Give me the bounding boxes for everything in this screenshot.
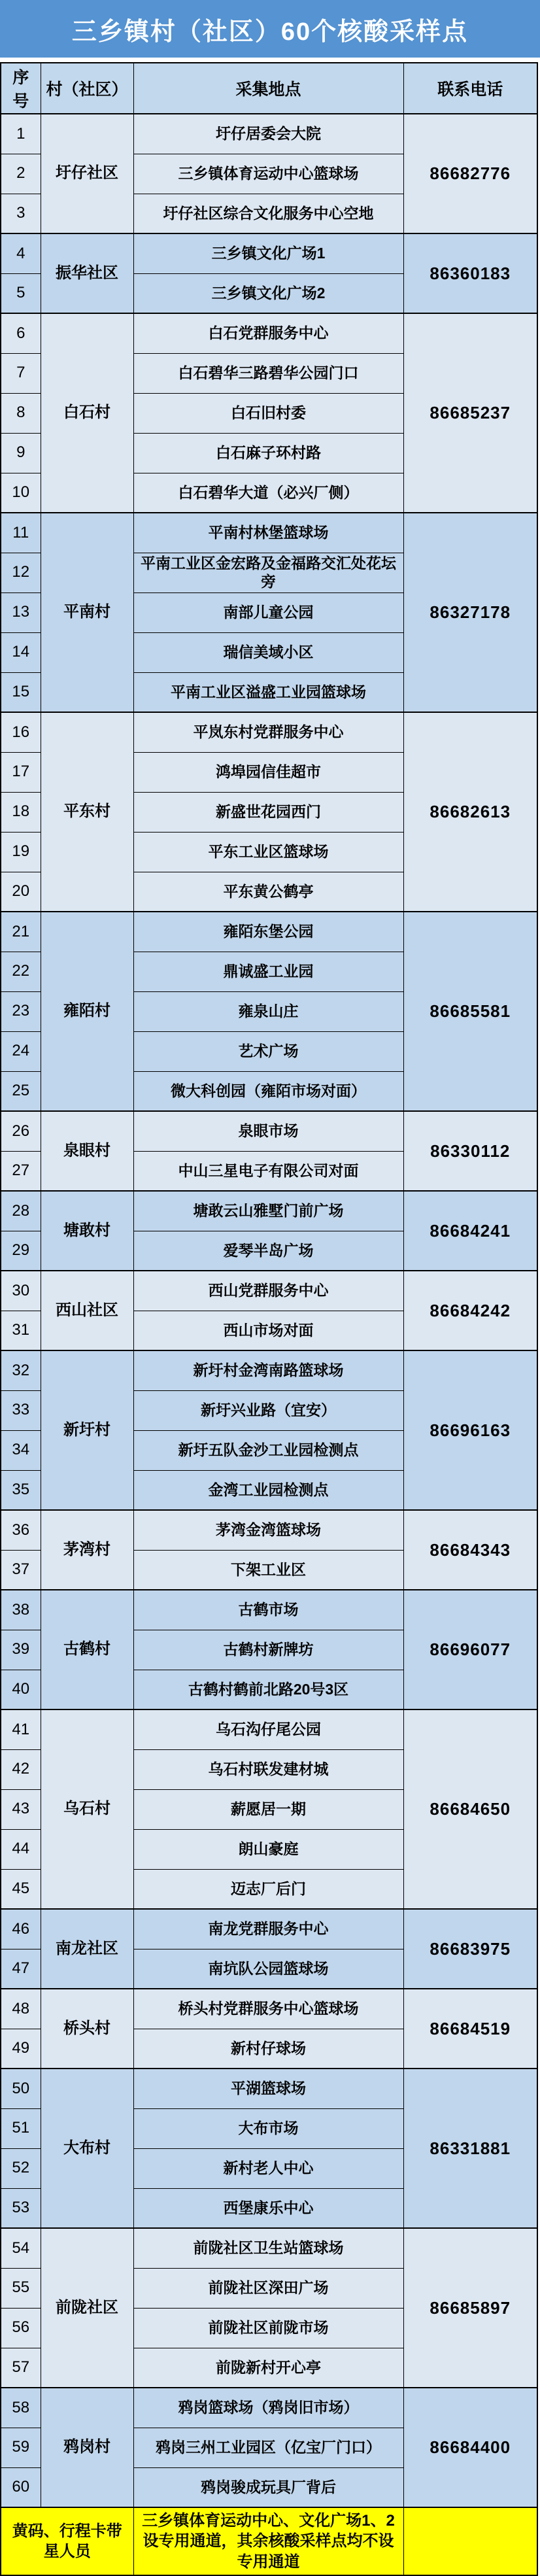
village-cell: 鸦岗村	[41, 2388, 133, 2507]
location-cell: 新村仔球场	[133, 2029, 403, 2069]
village-cell: 茅湾村	[41, 1510, 133, 1590]
location-cell: 白石党群服务中心	[133, 313, 403, 353]
serial-cell: 20	[1, 872, 41, 912]
footer-note-cell: 三乡镇体育运动中心、文化广场1、2设专用通道，其余核酸采样点均不设专用通道	[133, 2507, 403, 2575]
serial-cell: 11	[1, 513, 41, 553]
location-cell: 平南工业区溢盛工业园篮球场	[133, 672, 403, 712]
footer-label-cell: 黄码、行程卡带星人员	[1, 2507, 133, 2575]
serial-cell: 19	[1, 832, 41, 872]
serial-cell: 25	[1, 1071, 41, 1111]
serial-cell: 12	[1, 553, 41, 592]
serial-cell: 57	[1, 2348, 41, 2388]
phone-cell: 86696163	[403, 1350, 537, 1510]
serial-cell: 32	[1, 1350, 41, 1390]
phone-cell: 86682776	[403, 114, 537, 233]
table-row	[1, 513, 537, 553]
serial-cell: 26	[1, 1111, 41, 1151]
location-cell: 平东工业区篮球场	[133, 832, 403, 872]
title-divider	[0, 58, 540, 62]
location-cell: 三乡镇文化广场2	[133, 273, 403, 313]
village-cell: 前陇社区	[41, 2228, 133, 2388]
header-row	[1, 63, 537, 114]
location-cell: 平南工业区金宏路及金福路交汇处花坛旁	[133, 553, 403, 592]
location-cell: 白石碧华大道（必兴厂侧）	[133, 473, 403, 513]
location-cell: 西山党群服务中心	[133, 1271, 403, 1311]
serial-cell: 16	[1, 712, 41, 752]
location-cell: 下架工业区	[133, 1550, 403, 1590]
serial-cell: 6	[1, 313, 41, 353]
serial-cell: 50	[1, 2069, 41, 2108]
village-cell: 桥头村	[41, 1989, 133, 2069]
table-row	[1, 912, 537, 952]
serial-cell: 39	[1, 1630, 41, 1670]
village-cell: 塘敢村	[41, 1191, 133, 1271]
serial-cell: 2	[1, 154, 41, 194]
table-row	[1, 1271, 537, 1311]
serial-cell: 51	[1, 2108, 41, 2148]
village-cell: 南龙社区	[41, 1909, 133, 1989]
serial-cell: 34	[1, 1430, 41, 1470]
serial-cell: 53	[1, 2188, 41, 2228]
table-row	[1, 2388, 537, 2428]
village-cell: 振华社区	[41, 233, 133, 313]
location-cell: 大布市场	[133, 2108, 403, 2148]
table-row	[1, 1709, 537, 1749]
serial-cell: 31	[1, 1311, 41, 1350]
location-cell: 圩仔居委会大院	[133, 114, 403, 154]
location-cell: 新盛世花园西门	[133, 792, 403, 832]
village-cell: 白石村	[41, 313, 133, 513]
location-cell: 塘敢云山雅墅门前广场	[133, 1191, 403, 1231]
serial-cell: 7	[1, 353, 41, 393]
table-row	[1, 1111, 537, 1151]
serial-cell: 23	[1, 991, 41, 1031]
location-cell: 桥头村党群服务中心篮球场	[133, 1989, 403, 2029]
phone-cell: 86684242	[403, 1271, 537, 1350]
serial-cell: 37	[1, 1550, 41, 1590]
location-cell: 前陇社区卫生站篮球场	[133, 2228, 403, 2268]
serial-cell: 5	[1, 273, 41, 313]
location-cell: 乌石村联发建材城	[133, 1749, 403, 1789]
location-cell: 迈志厂后门	[133, 1869, 403, 1909]
phone-cell: 86685897	[403, 2228, 537, 2388]
location-cell: 金湾工业园检测点	[133, 1470, 403, 1510]
location-cell: 前陇社区前陇市场	[133, 2308, 403, 2348]
serial-cell: 17	[1, 752, 41, 792]
serial-cell: 4	[1, 233, 41, 273]
phone-cell: 86684400	[403, 2388, 537, 2507]
village-cell: 雍陌村	[41, 912, 133, 1111]
phone-cell: 86696077	[403, 1590, 537, 1709]
serial-cell: 56	[1, 2308, 41, 2348]
location-cell: 新村老人中心	[133, 2148, 403, 2188]
table-row	[1, 114, 537, 154]
location-cell: 中山三星电子有限公司对面	[133, 1151, 403, 1191]
location-cell: 艺术广场	[133, 1031, 403, 1071]
location-cell: 古鹤村鹤前北路20号3区	[133, 1670, 403, 1709]
footer-phone-cell	[403, 2507, 537, 2575]
serial-cell: 1	[1, 114, 41, 154]
location-cell: 鸦岗篮球场（鸦岗旧市场）	[133, 2388, 403, 2428]
serial-cell: 9	[1, 433, 41, 473]
location-cell: 南坑队公园篮球场	[133, 1949, 403, 1989]
location-cell: 平南村林堡篮球场	[133, 513, 403, 553]
header-location: 采集地点	[133, 63, 403, 114]
serial-cell: 21	[1, 912, 41, 952]
location-cell: 泉眼市场	[133, 1111, 403, 1151]
village-cell: 古鹤村	[41, 1590, 133, 1709]
phone-cell: 86684241	[403, 1191, 537, 1271]
phone-cell: 86331881	[403, 2069, 537, 2228]
serial-cell: 28	[1, 1191, 41, 1231]
serial-cell: 60	[1, 2467, 41, 2507]
serial-cell: 3	[1, 194, 41, 233]
table-row	[1, 1989, 537, 2029]
serial-cell: 42	[1, 1749, 41, 1789]
serial-cell: 46	[1, 1909, 41, 1949]
serial-cell: 13	[1, 592, 41, 632]
serial-cell: 41	[1, 1709, 41, 1749]
phone-cell: 86683975	[403, 1909, 537, 1989]
table-row	[1, 1350, 537, 1390]
village-cell: 大布村	[41, 2069, 133, 2228]
table-row	[1, 1909, 537, 1949]
village-cell: 新圩村	[41, 1350, 133, 1510]
phone-cell: 86330112	[403, 1111, 537, 1191]
location-cell: 茅湾金湾篮球场	[133, 1510, 403, 1550]
table-body	[1, 114, 537, 2575]
phone-cell: 86685581	[403, 912, 537, 1111]
location-cell: 微大科创园（雍陌市场对面）	[133, 1071, 403, 1111]
location-cell: 朗山豪庭	[133, 1829, 403, 1869]
location-cell: 白石旧村委	[133, 393, 403, 433]
serial-cell: 27	[1, 1151, 41, 1191]
location-cell: 乌石沟仔尾公园	[133, 1709, 403, 1749]
location-cell: 南部儿童公园	[133, 592, 403, 632]
phone-cell: 86684650	[403, 1709, 537, 1909]
serial-cell: 44	[1, 1829, 41, 1869]
serial-cell: 40	[1, 1670, 41, 1709]
location-cell: 平湖篮球场	[133, 2069, 403, 2108]
village-cell: 西山社区	[41, 1271, 133, 1350]
location-cell: 前陇新村开心亭	[133, 2348, 403, 2388]
location-cell: 瑞信美域小区	[133, 632, 403, 672]
serial-cell: 45	[1, 1869, 41, 1909]
page-title: 三乡镇村（社区）60个核酸采样点	[0, 0, 540, 58]
serial-cell: 54	[1, 2228, 41, 2268]
serial-cell: 15	[1, 672, 41, 712]
sampling-sites-table	[0, 62, 538, 2576]
serial-cell: 35	[1, 1470, 41, 1510]
phone-cell: 86360183	[403, 233, 537, 313]
serial-cell: 24	[1, 1031, 41, 1071]
location-cell: 新圩村金湾南路篮球场	[133, 1350, 403, 1390]
serial-cell: 8	[1, 393, 41, 433]
location-cell: 前陇社区深田广场	[133, 2268, 403, 2308]
header-village: 村（社区）	[41, 63, 133, 114]
village-cell: 平南村	[41, 513, 133, 712]
phone-cell: 86684519	[403, 1989, 537, 2069]
village-cell: 泉眼村	[41, 1111, 133, 1191]
location-cell: 鸦岗三州工业园区（亿宝厂门口）	[133, 2428, 403, 2467]
village-cell: 平东村	[41, 712, 133, 912]
serial-cell: 59	[1, 2428, 41, 2467]
serial-cell: 55	[1, 2268, 41, 2308]
table-row	[1, 1590, 537, 1630]
header-phone: 联系电话	[403, 63, 537, 114]
location-cell: 鼎诚盛工业园	[133, 952, 403, 991]
serial-cell: 52	[1, 2148, 41, 2188]
table-row	[1, 2069, 537, 2108]
location-cell: 雍泉山庄	[133, 991, 403, 1031]
table-row	[1, 233, 537, 273]
serial-cell: 33	[1, 1390, 41, 1430]
table-row	[1, 2228, 537, 2268]
serial-cell: 18	[1, 792, 41, 832]
footer-row	[1, 2507, 537, 2575]
serial-cell: 10	[1, 473, 41, 513]
serial-cell: 38	[1, 1590, 41, 1630]
location-cell: 西堡康乐中心	[133, 2188, 403, 2228]
village-cell: 乌石村	[41, 1709, 133, 1909]
phone-cell: 86327178	[403, 513, 537, 712]
table-row	[1, 712, 537, 752]
serial-cell: 29	[1, 1231, 41, 1271]
serial-cell: 43	[1, 1789, 41, 1829]
serial-cell: 49	[1, 2029, 41, 2069]
location-cell: 爱琴半岛广场	[133, 1231, 403, 1271]
location-cell: 新圩兴业路（宜安）	[133, 1390, 403, 1430]
serial-cell: 30	[1, 1271, 41, 1311]
serial-cell: 47	[1, 1949, 41, 1989]
location-cell: 圩仔社区综合文化服务中心空地	[133, 194, 403, 233]
location-cell: 鸿埠园信佳超市	[133, 752, 403, 792]
phone-cell: 86682613	[403, 712, 537, 912]
location-cell: 白石麻子环村路	[133, 433, 403, 473]
serial-cell: 58	[1, 2388, 41, 2428]
location-cell: 白石碧华三路碧华公园门口	[133, 353, 403, 393]
location-cell: 平东黄公鹤亭	[133, 872, 403, 912]
serial-cell: 36	[1, 1510, 41, 1550]
serial-cell: 14	[1, 632, 41, 672]
location-cell: 雍陌东堡公园	[133, 912, 403, 952]
location-cell: 西山市场对面	[133, 1311, 403, 1350]
location-cell: 古鹤村新牌坊	[133, 1630, 403, 1670]
header-serial: 序号	[1, 63, 41, 114]
location-cell: 南龙党群服务中心	[133, 1909, 403, 1949]
location-cell: 三乡镇文化广场1	[133, 233, 403, 273]
location-cell: 三乡镇体育运动中心篮球场	[133, 154, 403, 194]
table-row	[1, 1191, 537, 1231]
table-header	[1, 63, 537, 114]
table-row	[1, 313, 537, 353]
serial-cell: 22	[1, 952, 41, 991]
table-row	[1, 1510, 537, 1550]
location-cell: 古鹤市场	[133, 1590, 403, 1630]
serial-cell: 48	[1, 1989, 41, 2029]
location-cell: 新圩五队金沙工业园检测点	[133, 1430, 403, 1470]
location-cell: 薪愿居一期	[133, 1789, 403, 1829]
phone-cell: 86685237	[403, 313, 537, 513]
phone-cell: 86684343	[403, 1510, 537, 1590]
location-cell: 鸦岗骏成玩具厂背后	[133, 2467, 403, 2507]
location-cell: 平岚东村党群服务中心	[133, 712, 403, 752]
village-cell: 圩仔社区	[41, 114, 133, 233]
